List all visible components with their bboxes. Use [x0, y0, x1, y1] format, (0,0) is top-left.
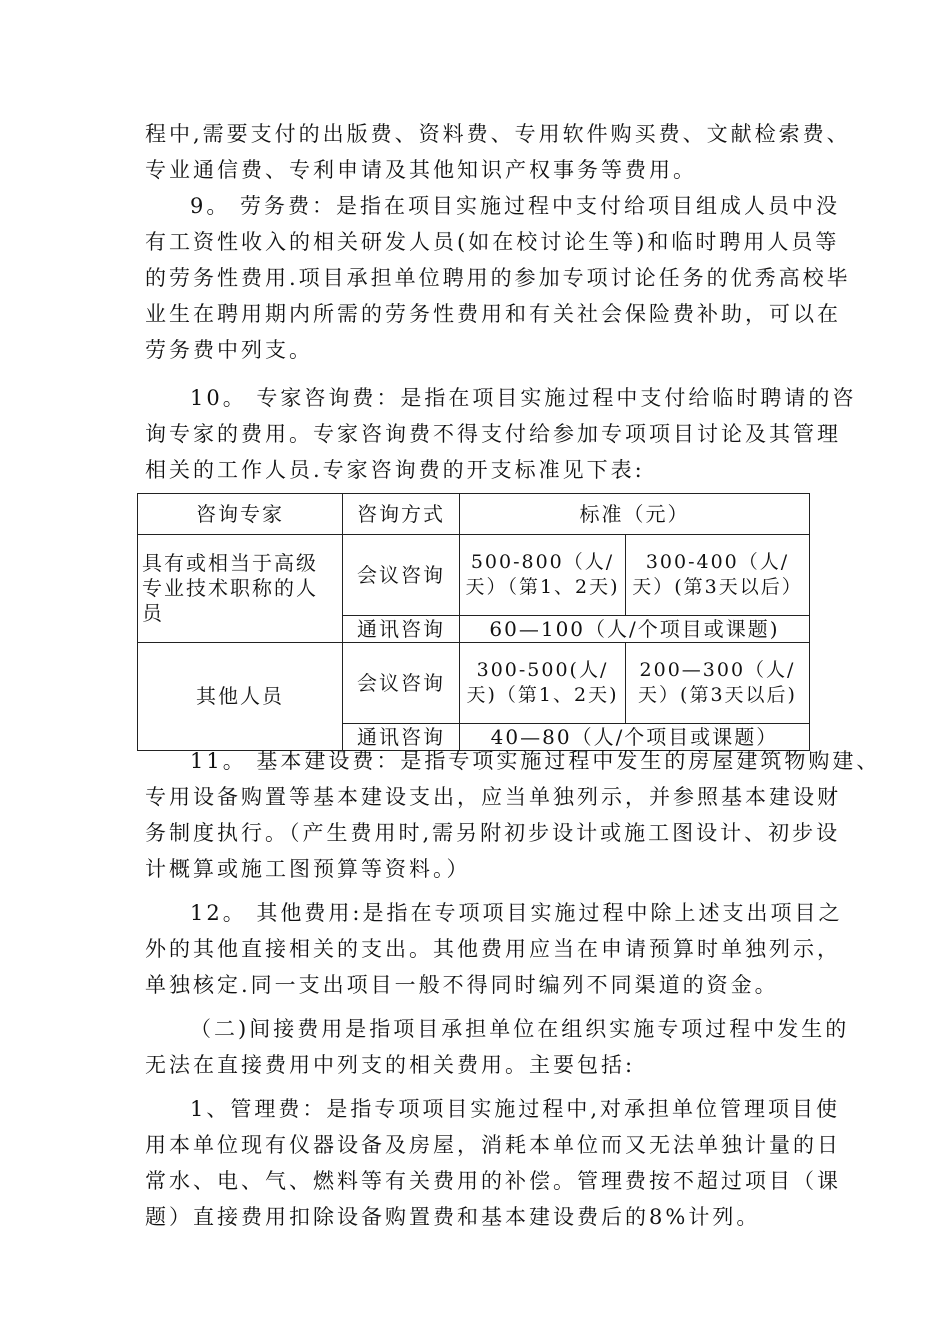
table-row	[138, 643, 810, 724]
text-line: 外的其他直接相关的支出。其他费用应当在申请预算时单独列示，	[145, 937, 841, 961]
rate-cell: 500-800（人/天）（第1、2天)	[460, 535, 626, 616]
text-line: 10。 专家咨询费：是指在项目实施过程中支付给临时聘请的咨	[190, 386, 857, 410]
text-line: 12。 其他费用:是指在专项项目实施过程中除上述支出项目之	[190, 901, 843, 925]
text-line: 有工资性收入的相关研发人员(如在校讨论生等)和临时聘用人员等	[145, 230, 840, 254]
rate-cell: 200—300（人/天）(第3天以后)	[626, 643, 810, 724]
text-line: 的劳务性费用.项目承担单位聘用的参加专项讨论任务的优秀高校毕	[145, 266, 851, 290]
text-line: 专用设备购置等基本建设支出，应当单独列示，并参照基本建设财	[145, 785, 841, 809]
text-line: 询专家的费用。专家咨询费不得支付给参加专项项目讨论及其管理	[145, 422, 841, 446]
text-line: 务制度执行。（产生费用时,需另附初步设计或施工图设计、初步设	[145, 821, 841, 845]
method-cell: 通讯咨询	[343, 724, 460, 751]
text-line: 程中,需要支付的出版费、资料费、专用软件购买费、文献检索费、	[145, 122, 851, 146]
text-line: 业生在聘用期内所需的劳务性费用和有关社会保险费补助，可以在	[145, 302, 841, 326]
expert-fee-table	[137, 493, 810, 751]
text-line: 常水、电、气、燃料等有关费用的补偿。管理费按不超过项目（课	[145, 1169, 841, 1193]
rate-cell: 60—100（人/个项目或课题)	[460, 616, 810, 643]
text-line: 单独核定.同一支出项目一般不得同时编列不同渠道的资金。	[145, 973, 779, 997]
method-cell: 通讯咨询	[343, 616, 460, 643]
method-cell: 会议咨询	[343, 643, 460, 724]
text-line: 题）直接费用扣除设备购置费和基本建设费后的8%计列。	[145, 1205, 761, 1229]
text-line: 劳务费中列支。	[145, 338, 313, 362]
expert-category-cell: 具有或相当于高级专业技术职称的人员	[138, 535, 343, 643]
text-line: 9。 劳务费：是指在项目实施过程中支付给项目组成人员中没	[190, 194, 841, 218]
text-line: 计概算或施工图预算等资料。）	[145, 857, 471, 881]
header-standard: 标准（元）	[460, 494, 810, 535]
method-cell: 会议咨询	[343, 535, 460, 616]
rate-cell: 40—80（人/个项目或课题）	[460, 724, 810, 751]
header-method: 咨询方式	[343, 494, 460, 535]
text-line: （二)间接费用是指项目承担单位在组织实施专项过程中发生的	[190, 1017, 850, 1041]
text-line: 专业通信费、专利申请及其他知识产权事务等费用。	[145, 158, 697, 182]
table-row	[138, 535, 810, 616]
rate-cell: 300-500(人/天)（第1、2天)	[460, 643, 626, 724]
rate-cell: 300-400（人/天）(第3天以后）	[626, 535, 810, 616]
text-line: 1、管理费：是指专项项目实施过程中,对承担单位管理项目使	[190, 1097, 841, 1121]
expert-category-cell: 其他人员	[138, 643, 343, 751]
header-expert: 咨询专家	[138, 494, 343, 535]
text-line: 11。 基本建设费：是指专项实施过程中发生的房屋建筑物购建、	[190, 749, 881, 773]
text-line: 用本单位现有仪器设备及房屋，消耗本单位而又无法单独计量的日	[145, 1133, 841, 1157]
text-line: 相关的工作人员.专家咨询费的开支标准见下表:	[145, 458, 645, 482]
text-line: 无法在直接费用中列支的相关费用。主要包括:	[145, 1053, 636, 1077]
table-header-row	[138, 494, 810, 535]
